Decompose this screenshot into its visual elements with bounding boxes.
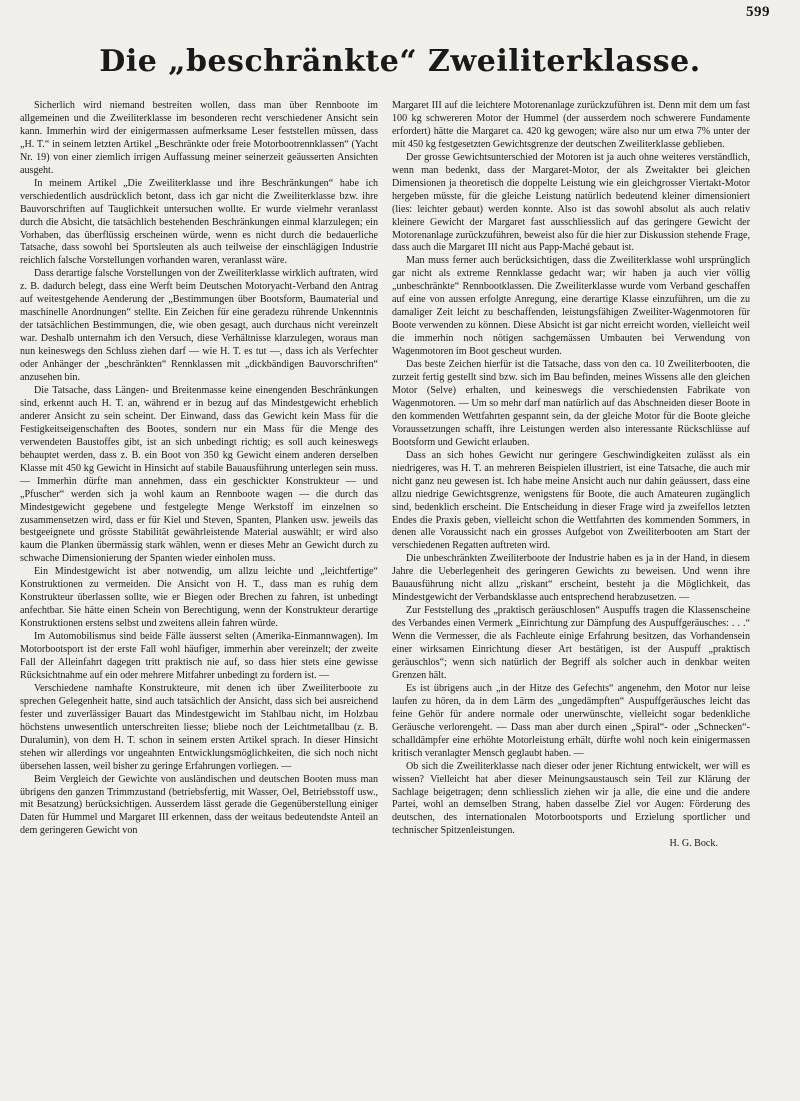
- right-column: [392, 100, 750, 851]
- paragraph: Sicherlich wird niemand bestreiten wollen, dass man über Rennboote im allgemeinen und die Zweiliterklasse im besonderen recht verschiedener Ansicht sein kann. Immerhin wird der einigermassen aufmerksame Leser feststellen müssen, dass „H. T.“ in seinem letzten Artikel „Beschränkte oder freie Motorbootrennklassen“ (Yacht Nr. 19) von einer ziemlich irrigen Auffassung meiner seinerzeit geäusserten Ansichten ausgeht.: [20, 100, 378, 176]
- paragraph: Margaret III auf die leichtere Motorenanlage zurückzuführen ist. Denn mit dem um fast 100 kg schwereren Motor der Hummel (der ausserdem noch schwerere Fundamente erfordert) hätte die Margaret ca. 420 kg gewogen; wäre also nur um etwa 7% unter der mit 450 kg festgesetzten Gewichtsgrenze der deutschen Zweiliterklasse geblieben.: [392, 100, 750, 150]
- paragraph: Beim Vergleich der Gewichte von ausländischen und deutschen Booten muss man übrigens den ganzen Trimmzustand (betriebsfertig, mit Wasser, Oel, Betriebsstoff usw., mit Besatzung) berücksichtigen. Ausserdem lässt gerade die Gegenüberstellung einiger Daten für Hummel und Margaret III erkennen, dass der weitaus bedeutendste Anteil an dem geringeren Gewicht von: [20, 773, 378, 837]
- page-number: 599: [746, 4, 770, 20]
- paragraph: Ein Mindestgewicht ist aber notwendig, um allzu leichte und „leichtfertige“ Konstruktionen zu vermeiden. Die Ansicht von H. T., dass man es ruhig dem Konstrukteur überlassen sollte, wie er Biegen oder Brechen zu fahren, ist unbedingt anfechtbar. Sie hätte einen Schein von Berechtigung, wenn der Konstrukteur derartige Konstruktionen erstens selbst und zweitens allein fahren würde.: [20, 566, 378, 630]
- paragraph: Das beste Zeichen hierfür ist die Tatsache, dass von den ca. 10 Zweiliterbooten, die zurzeit fertig gestellt sind bzw. sich im Bau befinden, meines Wissens alle den gleichen Motor (Selve) erhalten, und keineswegs die verschiedensten Fabrikate von Wagenmotoren. — Um so mehr darf man natürlich auf das Abschneiden dieser Boote in den kommenden Wettfahrten gespannt sein, da der gleiche Motor für die Boote gleiche Voraussetzungen schafft, ihre Leistungen werden also interessante Rückschlüsse auf Bootsform und Gewicht erlauben.: [392, 359, 750, 448]
- paragraph: Die unbeschränkten Zweiliterboote der Industrie haben es ja in der Hand, in diesem Jahre die Ueberlegenheit des geringeren Gewichts zu beweisen. Und wenn ihre Bauausführung nicht allzu „riskant“ erscheint, besteht ja die Möglichkeit, das Mindestgewicht der Verbandsklasse auch entsprechend herabzusetzen. —: [392, 553, 750, 604]
- paragraph: In meinem Artikel „Die Zweiliterklasse und ihre Beschränkungen“ habe ich verschiedentlich ausdrücklich betont, dass ich gar nicht die Zweiliterklasse bzw. ihre Bauvorschriften auf Tauglichkeit untersuchen wollte. Er wurde vielmehr veranlasst durch die Absicht, die tatsächlich bestehenden Beschränkungen einmal klarzulegen; ein Vorhaben, das überflüssig erscheinen würde, wenn es nicht durch die bedauerliche Tatsache, dass sowohl bei Sportsleuten als auch teilweise der einschlägigen Industrie reichlich falsche Vorstellungen vorhanden waren, veranlasst wäre.: [20, 177, 378, 267]
- author-signature: H. G. Bock.: [669, 838, 718, 850]
- paragraph: Ob sich die Zweiliterklasse nach dieser oder jener Richtung entwickelt, wer will es wissen? Vielleicht hat aber dieser Meinungsaustausch sein Teil zur Klärung der Sachlage beigetragen; denn schliesslich ziehen wir ja alle, die eine und die andere Partei, wohl an demselben Strang, haben dasselbe Ziel vor Augen: Förderung des deutschen, des internationalen Motorbootsports und Erzielung sportlicher und technischer Spitzenleistungen.: [392, 760, 750, 837]
- paragraph: Zur Feststellung des „praktisch geräuschlosen“ Auspuffs tragen die Klassenscheine des Verbandes einen Vermerk „Einrichtung zur Dämpfung des Auspuffgeräusches: . . .“ Wenn die Vermesser, die als Fachleute einige Erfahrung besitzen, das Vorhandensein einer wirksamen Einrichtung dieser Art bestätigen, ist der Auspuff „praktisch geräuschlos“; wenn sich natürlich der Begriff als solcher auch in denkbar weiten Grenzen hält.: [392, 605, 750, 681]
- paragraph: Dass derartige falsche Vorstellungen von der Zweiliterklasse wirklich auftraten, wird z. B. dadurch belegt, dass eine Werft beim Deutschen Motoryacht-Verband den Antrag auf weitestgehende Aenderung der „Bestimmungen über Bootsform, Baumaterial und maschinelle Anordnungen“ stellte. Ein Zeichen für eine geradezu rührende Unkenntnis der tatsächlichen Bestimmungen, die, wie oben gesagt, auch durchaus nicht vereinzelt war. Deshalb unternahm ich den Versuch, diese Verhältnisse klarzulegen, woraus man nun keineswegs den Schluss ziehen darf — wie H. T. es tut —, dass ich als Verfechter oder Anhänger der „beschränkten“ Rennklassen mit „dickbändigen Bauvorschriften“ anzusehen bin.: [20, 268, 378, 384]
- paragraph: Man muss ferner auch berücksichtigen, dass die Zweiliterklasse wohl ursprünglich gar nicht als extreme Rennklasse gedacht war; wir haben ja auch vier völlig „unbeschränkte“ Rennbootklassen. Die Zweiliterklasse wurde vom Verband geschaffen auf eine von aussen erfolgte Anregung, eine derartige Klasse einzuführen, um die zu damaliger Zeit leicht zu beschaffenden, leistungsfähigen Zweiliter-Wagenmotoren für Boote verwenden zu können. Diese Absicht ist gar nicht erreicht worden, vielleicht weil die immerhin noch nötigen sachgemässen Umbauten bei Verwendung von Wagenmotoren im Boot gescheut wurden.: [392, 255, 750, 358]
- paragraph: Verschiedene namhafte Konstrukteure, mit denen ich über Zweiliterboote zu sprechen Gelegenheit hatte, sind auch tatsächlich der Ansicht, dass sich bei ausreichend fester und zuverlässiger Bauart das Mindestgewicht im Stahlbau nicht, im Holzbau höchstens unwesentlich unterschreiten liesse; bliebe noch der Leichtmetallbau (z. B. Duralumin), von dem H. T. schon in seinem ersten Artikel sprach. In dieser Hinsicht stehen wir allerdings vor ungeahnten Entwicklungsmöglichkeiten, die sich noch nicht übersehen lassen, weil bisher zu geringe Erfahrungen vorliegen. —: [20, 682, 378, 772]
- left-column: [20, 100, 378, 838]
- paragraph: Es ist übrigens auch „in der Hitze des Gefechts“ angenehm, den Motor nur leise laufen zu hören, da in dem Lärm des „ungedämpften“ Auspuffgeräusches leicht das feine Gehör für andere normale oder unerwünschte, vielleicht sogar bedenkliche Geräusche verlorengeht. — Dass man aber durch einen „Spiral“- oder „Schnecken“-schalldämpfer eine erhöhte Motorleistung erhält, dürfte wohl noch kein einigermassen kritisch veranlagter Mensch geglaubt haben. —: [392, 682, 750, 759]
- article-title: Die „beschränkte“ Zweiliterklasse.: [99, 44, 701, 79]
- paragraph: Die Tatsache, dass Längen- und Breitenmasse keine einengenden Beschränkungen sind, erkennt auch H. T. an, während er in bezug auf das Mindestgewicht erheblich anderer Ansicht zu sein scheint. Der Einwand, dass das Gewicht kein Mass für die Festigkeitseigenschaften des Bootes, sondern nur ein Mass für die Menge des verwendeten Baustoffes gibt, ist an sich unbedingt richtig; es soll auch keineswegs behauptet werden, dass z. B. ein Boot von 350 kg Gewicht einem anderen derselben Klasse mit 450 kg Gewicht in Hinsicht auf stabile Bauausführung unterlegen sein muss. — Immerhin dürfte man annehmen, dass ein geschickter Konstrukteur — und „Pfuscher“ werden sich ja wohl kaum an Rennboote wagen — die durch das Mindestgewicht gegebene und festgelegte Menge Werkstoff im einzelnen so zusammensetzen wird, dass er für Kiel und Steven, Spanten, Planken usw. jeweils das bestgeeignete und grösste Stabilität gewährleistende Material auswählt; er wird also kaum die Planken übermässig stark wählen, wenn er dieses Mehr an Gewicht durch zu schwache Dimensionierung der Spanten wieder einholen muss.: [20, 384, 378, 565]
- paragraph: Im Automobilismus sind beide Fälle äusserst selten (Amerika-Einmannwagen). Im Motorbootsport ist der erste Fall wohl häufiger, immerhin aber vereinzelt; der zweite Fall der Alleinfahrt dagegen tritt praktisch nie auf, so dass hier stets eine gewisse Rücksichtnahme auf ein oder mehrere Mitfahrer unbedingt zu fordern ist. —: [20, 631, 378, 681]
- paragraph: Dass an sich hohes Gewicht nur geringere Geschwindigkeiten zulässt als ein niedrigeres, was H. T. an mehreren Beispielen illustriert, ist eine Tatsache, die auch mir nicht ganz neu gewesen ist. Ich habe meine Ansicht auch nur dahin geäussert, dass eine allzu niedrige Gewichtsgrenze, wenigstens für Boote, die auch Amateuren zugänglich sind, bedenklich erscheint. Die Entscheidung in dieser Frage wird ja zweifellos letzten Endes die Praxis geben, vielleicht schon die Wettfahrten des kommenden Sommers, in denen alle Voraussicht nach ein grosses Aufgebot von Zweiliterbooten am Start der verschiedenen Regatten auftreten wird.: [392, 449, 750, 552]
- paragraph: Der grosse Gewichtsunterschied der Motoren ist ja auch ohne weiteres verständlich, wenn man bedenkt, dass der Margaret-Motor, der als Zweitakter bei gleichen Dimensionen ja theoretisch die doppelte Leistung wie ein gleichgrosser Viertakt-Motor hergeben müsste, für die gleiche Leistung natürlich bedeutend kleiner dimensioniert (lies: leichter gebaut) werden konnte. Also ist das sowohl absolut als auch relativ kleinere Gewicht der Margaret fast ausschliesslich auf das geringere Gewicht der Motorenanlage zurückzuführen, beweist also für die hier zur Diskussion stehende Frage, dass auch die Margaret III nicht aus Papp-Maché gebaut ist.: [392, 151, 750, 254]
